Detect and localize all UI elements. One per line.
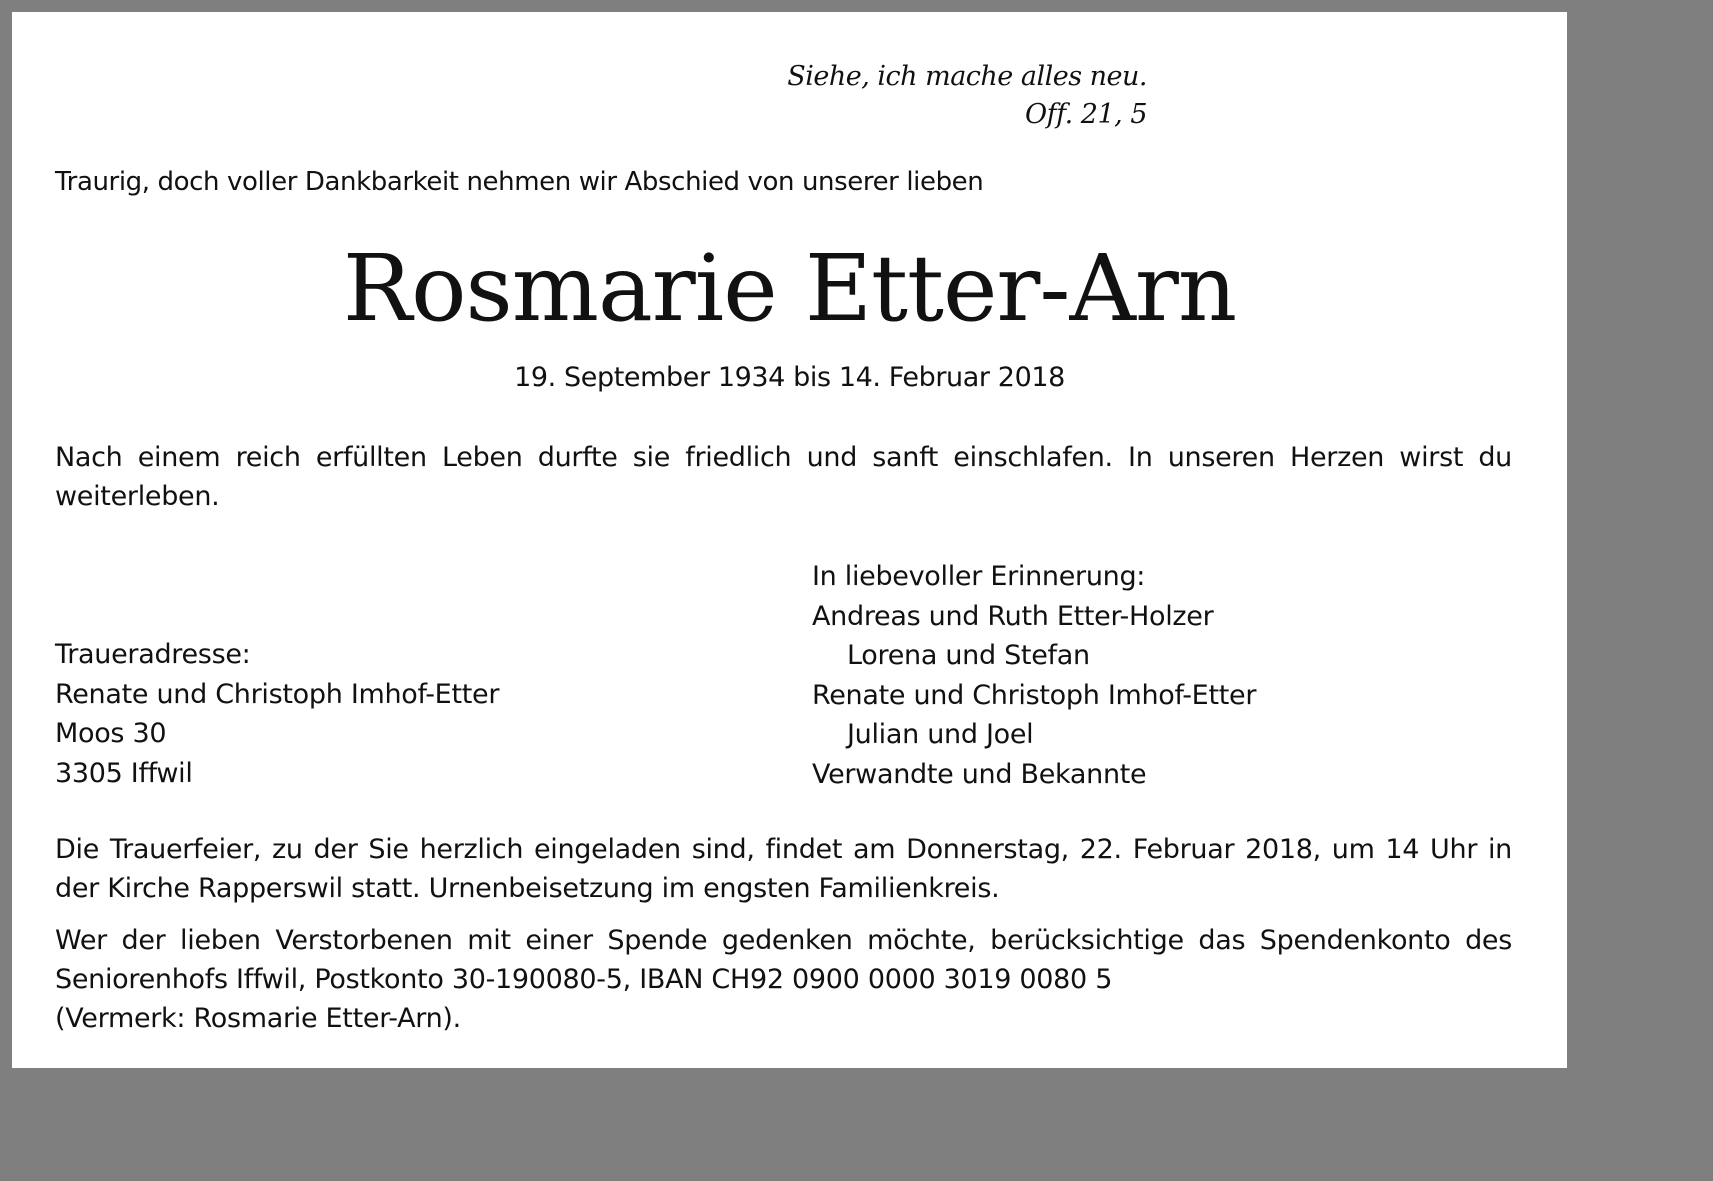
memory-heading: In liebevoller Erinnerung: [812,561,1146,592]
obituary-notice [12,12,1567,1068]
address-line: Moos 30 [55,718,167,749]
mourner-line: Lorena und Stefan [847,640,1090,671]
in-memory-list [812,557,1256,794]
motto-reference: Off. 21, 5 [1024,99,1147,130]
address-heading: Traueradresse: [55,639,251,670]
intro-text: Traurig, doch voller Dankbarkeit nehmen wir Abschied von unserer lieben [55,167,984,197]
donation-text: Wer der lieben Verstorbenen mit einer Spende gedenken möchte, berücksichtige das Spendenkonto des Seniorenhofs Iffwil, Postkonto 30-190080-5, IBAN CH92 0900 0000 3019 0080 5 [55,925,1512,995]
life-dates: 19. September 1934 bis 14. Februar 2018 [514,362,1065,393]
mourner-line: Julian und Joel [847,719,1034,750]
mourner-line: Renate und Christoph Imhof-Etter [812,679,1257,711]
ceremony-paragraph: Die Trauerfeier, zu der Sie herzlich eingeladen sind, findet am Donnerstag, 22. Februar 2018, um 14 Uhr in der Kirche Rapperswil statt. Urnenbeisetzung im engsten Familienkreis. [55,834,1512,904]
farewell-paragraph: Nach einem reich erfüllten Leben durfte sie friedlich und sanft einschlafen. In unseren Herzen wirst du weiterleben. [55,442,1512,512]
address-line: Renate und Christoph Imhof-Etter [55,678,500,710]
address-line: 3305 Iffwil [55,757,193,789]
mourning-address [55,635,499,793]
deceased-name: Rosmarie Etter-Arn [342,235,1237,342]
bible-motto [787,58,1147,134]
donation-paragraph [55,921,1512,1038]
donation-note: (Vermerk: Rosmarie Etter-Arn). [55,1003,461,1034]
motto-quote: Siehe, ich mache alles neu. [787,61,1147,92]
mourner-line: Andreas und Ruth Etter-Holzer [812,600,1214,632]
mourner-line: Verwandte und Bekannte [812,758,1147,790]
